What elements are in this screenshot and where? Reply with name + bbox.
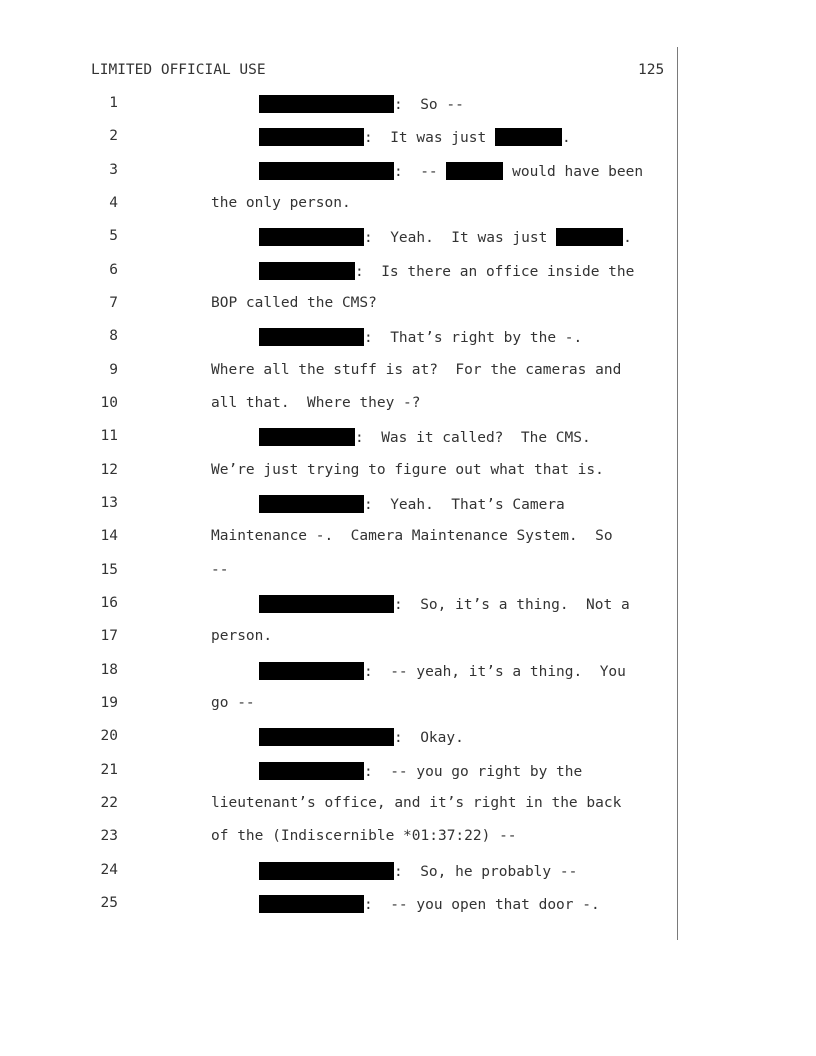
transcript-line [259,228,632,246]
transcript-line: We’re just trying to figure out what that is. [211,462,604,478]
line-text: . [623,230,632,246]
line-text: : -- you open that door -. [364,897,600,913]
name-redaction [556,228,623,246]
line-number: 15 [100,562,118,578]
speaker-redaction [259,262,355,280]
transcript-line [259,728,464,746]
line-number: 22 [100,795,118,811]
transcript-line [259,262,634,280]
line-text: : It was just [364,130,495,146]
line-text: : So, it’s a thing. Not a [394,597,630,613]
transcript-line [259,862,577,880]
line-text: : -- yeah, it’s a thing. You [364,664,626,680]
line-number: 4 [109,195,118,211]
line-number: 25 [100,895,118,911]
line-text: : -- you go right by the [364,764,583,780]
speaker-redaction [259,495,364,513]
speaker-redaction [259,95,394,113]
line-number: 7 [109,295,118,311]
transcript-line: BOP called the CMS? [211,295,377,311]
line-number: 12 [100,462,118,478]
name-redaction [446,162,503,180]
transcript-line: lieutenant’s office, and it’s right in the back [211,795,622,811]
transcript-line [259,762,582,780]
line-text: : So -- [394,97,464,113]
line-text: : So, he probably -- [394,864,578,880]
transcript-line: Where all the stuff is at? For the cameras and [211,362,622,378]
speaker-redaction [259,428,355,446]
line-number: 17 [100,628,118,644]
speaker-redaction [259,328,364,346]
line-text: : Is there an office inside the [355,264,635,280]
transcript-line [259,95,464,113]
line-number: 13 [100,495,118,511]
line-text: : Yeah. That’s Camera [364,497,565,513]
line-number: 6 [109,262,118,278]
line-number: 2 [109,128,118,144]
name-redaction [495,128,562,146]
speaker-redaction [259,762,364,780]
transcript-line: of the (Indiscernible *01:37:22) -- [211,828,517,844]
line-number: 5 [109,228,118,244]
transcript-line [259,895,600,913]
line-number: 23 [100,828,118,844]
line-text: : Okay. [394,730,464,746]
transcript-line [259,162,643,180]
transcript-line [259,128,571,146]
line-number: 20 [100,728,118,744]
transcript-line [259,495,565,513]
line-number: 19 [100,695,118,711]
line-number: 9 [109,362,118,378]
line-number: 18 [100,662,118,678]
speaker-redaction [259,228,364,246]
transcript-line [259,328,582,346]
speaker-redaction [259,728,394,746]
line-text: : Was it called? The CMS. [355,430,591,446]
transcript-line: Maintenance -. Camera Maintenance System. So [211,528,613,544]
line-text: : Yeah. It was just [364,230,557,246]
page-number: 125 [638,62,665,78]
speaker-redaction [259,662,364,680]
speaker-redaction [259,162,394,180]
margin-rule [677,47,678,940]
line-number: 24 [100,862,118,878]
line-number: 1 [109,95,118,111]
line-text: would have been [503,164,644,180]
speaker-redaction [259,895,364,913]
speaker-redaction [259,862,394,880]
line-number: 8 [109,328,118,344]
transcript-line: person. [211,628,273,644]
line-text: : -- [394,164,447,180]
classification-header: LIMITED OFFICIAL USE [91,62,266,78]
line-text: . [561,130,571,146]
line-number: 21 [100,762,118,778]
transcript-line [259,595,630,613]
line-number: 3 [109,162,118,178]
transcript-line: the only person. [211,195,351,211]
transcript-line: -- [211,562,229,578]
speaker-redaction [259,595,394,613]
transcript-line [259,662,626,680]
transcript-line: go -- [211,695,255,711]
transcript-line: all that. Where they -? [211,395,421,411]
line-text: : That’s right by the -. [364,330,583,346]
line-number: 14 [100,528,118,544]
line-number: 16 [100,595,118,611]
line-number: 11 [100,428,118,444]
speaker-redaction [259,128,364,146]
transcript-line [259,428,591,446]
line-number: 10 [100,395,118,411]
